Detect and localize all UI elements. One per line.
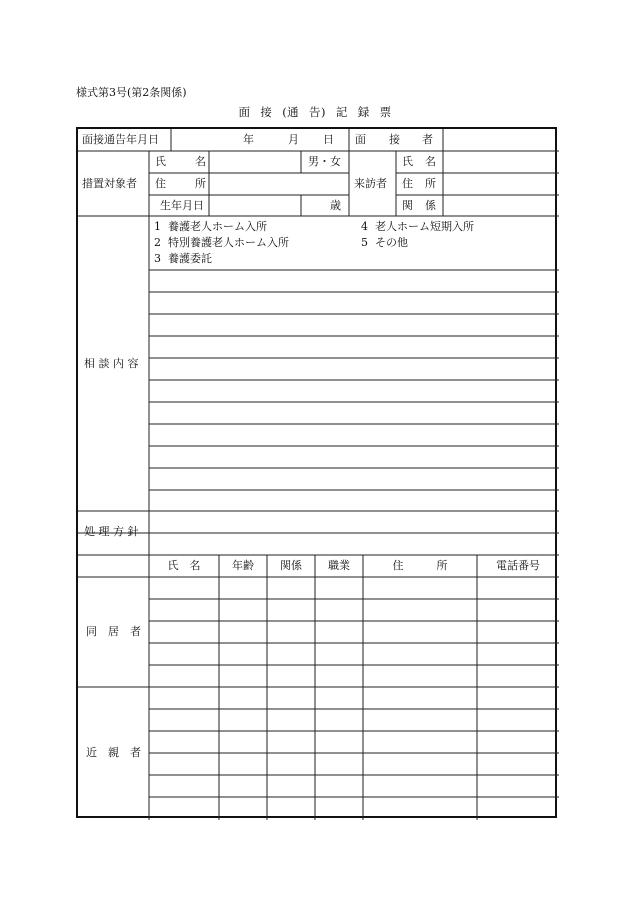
title-char: 接	[260, 105, 273, 119]
subject-birth-label: 生年月日	[160, 199, 204, 212]
interviewer-label-char: 者	[422, 133, 433, 146]
visitor-relation-char: 関	[402, 199, 413, 212]
subject-label: 措置対象者	[82, 177, 137, 190]
title-char: 記	[335, 105, 348, 119]
consultation-option[interactable]: 5 その他	[361, 236, 408, 249]
visitor-label: 来訪者	[354, 177, 387, 190]
consultation-option[interactable]: 2 特別養護老人ホーム入所	[154, 236, 289, 249]
visitor-name-field[interactable]	[444, 151, 557, 173]
title-char: 告)	[309, 105, 326, 119]
relatives-label: 近 親 者	[86, 746, 141, 759]
policy-field[interactable]	[150, 511, 557, 555]
visitor-name-char: 名	[425, 155, 436, 168]
visitor-relation-field[interactable]	[444, 195, 557, 216]
month-label: 月	[288, 133, 299, 146]
consultation-option[interactable]: 4 老人ホーム短期入所	[361, 220, 474, 233]
year-label: 年	[243, 133, 254, 146]
subject-name-char: 名	[195, 155, 206, 168]
policy-label: 処 理 方 針	[84, 525, 139, 538]
visitor-name-char: 氏	[402, 155, 413, 168]
page-title	[0, 104, 630, 120]
form-reference: 様式第3号(第2条関係)	[76, 86, 187, 99]
consultation-label: 相 談 内 容	[84, 357, 139, 370]
title-char: 録	[357, 105, 370, 119]
cohabitants-label: 同 居 者	[86, 625, 141, 638]
visitor-relation-char: 係	[425, 199, 436, 212]
subject-name-field[interactable]	[210, 151, 300, 173]
title-char: 面	[238, 105, 251, 119]
consultation-option[interactable]: 1 養護老人ホーム入所	[154, 220, 267, 233]
interviewer-label-char: 面	[355, 133, 366, 146]
visitor-address-field[interactable]	[444, 173, 557, 195]
interviewer-field[interactable]	[444, 129, 557, 151]
consultation-option[interactable]: 3 養護委託	[154, 252, 212, 265]
visitor-address-char: 住	[402, 177, 413, 190]
column-header-relation: 関係	[280, 559, 302, 572]
subject-age-label: 歳	[330, 199, 341, 212]
visitor-address-char: 所	[425, 177, 436, 190]
title-char: 票	[379, 105, 392, 119]
title-char: (通	[282, 105, 300, 119]
column-header-address: 住 所	[392, 559, 448, 572]
interviewer-label-char: 接	[389, 133, 400, 146]
subject-address-char: 所	[195, 177, 206, 190]
subject-name-char: 氏	[155, 155, 166, 168]
record-form	[76, 127, 557, 818]
column-header-name: 氏 名	[167, 559, 201, 572]
subject-sex-option[interactable]: 男・女	[308, 155, 341, 168]
column-header-occupation: 職業	[328, 559, 350, 572]
day-label: 日	[323, 133, 334, 146]
column-header-age: 年齢	[232, 559, 254, 572]
subject-address-field[interactable]	[210, 173, 348, 195]
form-grid	[78, 129, 559, 820]
interview-date-label: 面接通告年月日	[82, 133, 159, 146]
subject-birth-field[interactable]	[210, 195, 300, 216]
column-header-phone: 電話番号	[496, 559, 540, 572]
subject-address-char: 住	[155, 177, 166, 190]
